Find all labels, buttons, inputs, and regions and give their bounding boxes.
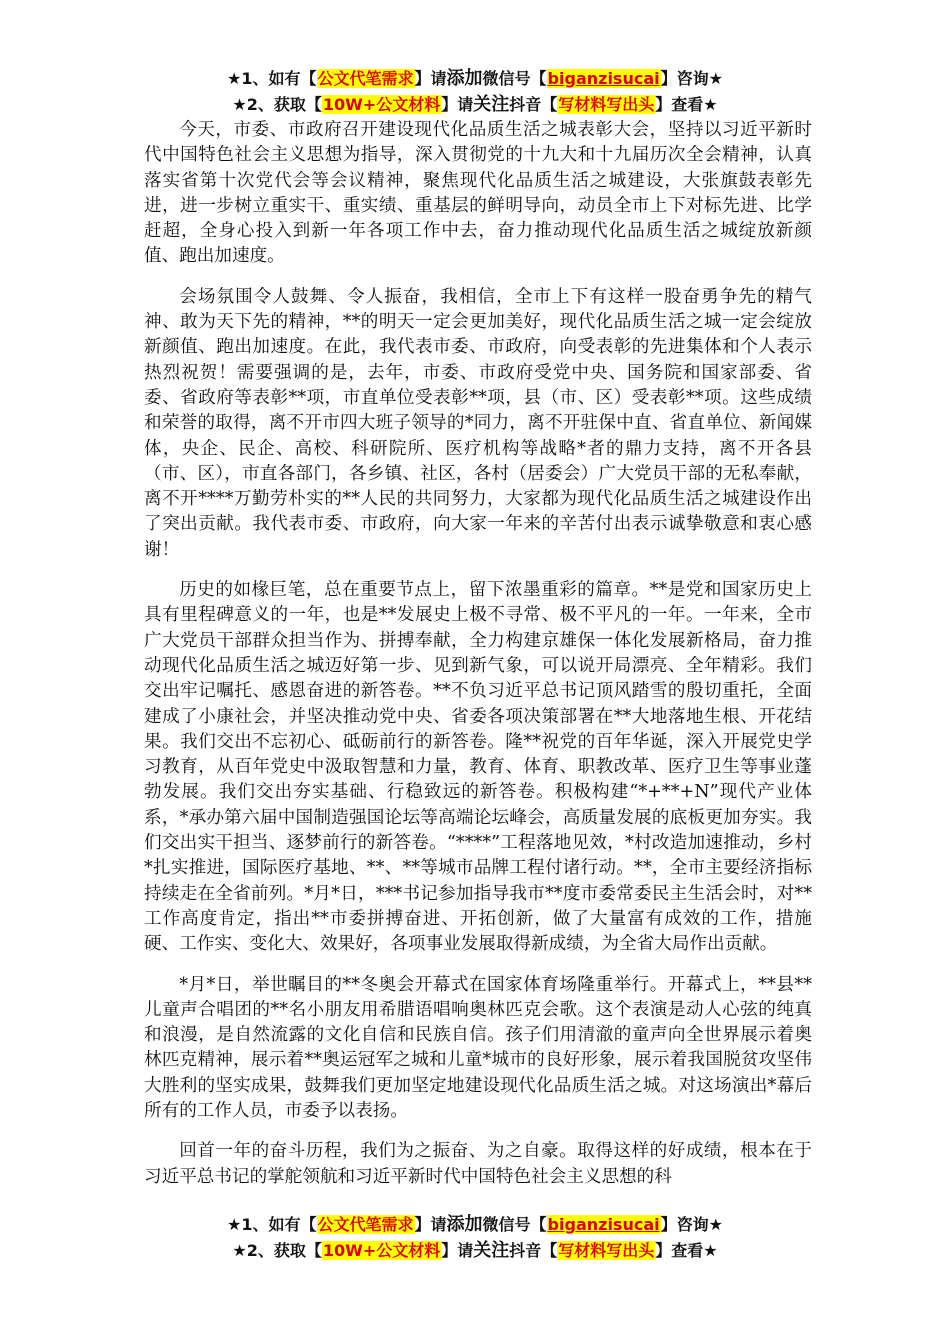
banner-line-2 [0, 92, 950, 118]
banner-text: ★1、如有【 [227, 69, 317, 88]
banner-line-1 [0, 66, 950, 92]
highlight-service: 公文代笔需求 [317, 1215, 414, 1234]
highlight-materials: 10W+公文材料 [322, 1241, 441, 1260]
banner-text: 】查看★ [655, 1241, 718, 1260]
highlight-douyin-account: 写材料写出头 [558, 1241, 655, 1260]
paragraph: 会场氛围令人鼓舞、令人振奋，我相信，全市上下有这样一股奋勇争先的精气神、敢为天下先的精神，**的明天一定会更加美好，现代化品质生活之城一定会绽放新颜值、跑出加速度。在此，我代表市委、市政府，向受表彰的先进集体和个人表示热烈祝贺！需要强调的是，去年，市委、市政府受党中央、国务院和国家部委、省委、省政府等表彰**项，市直单位受表彰**项，县（市、区）受表彰**项。这些成绩和荣誉的取得，离不开市四大班子领导的*同力，离不开驻保中直、省直单位、新闻媒体，央企、民企、高校、科研院所、医疗机构等战略*者的鼎力支持，离不开各县（市、区），市直各部门，各乡镇、社区，各村（居委会）广大党员干部的无私奉献，离不开****万勤劳朴实的**人民的共同努力，大家都为现代化品质生活之城建设作出了突出贡献。我代表市委、市政府，向大家一年来的辛苦付出表示诚挚敬意和衷心感谢！ [144, 286, 812, 560]
banner-line-1 [0, 1212, 950, 1238]
banner-text: ★2、获取【 [232, 95, 322, 114]
banner-line-2 [0, 1238, 950, 1264]
paragraph: *月*日，举世瞩目的**冬奥会开幕式在国家体育场隆重举行。开幕式上，**县**儿童声合唱团的**名小朋友用希腊语唱响奥林匹克会歌。这个表演是动人心弦的纯真和浪漫，是自然流露的文化自信和民族自信。孩子们用清澈的童声向全世界展示着奥林匹克精神，展示着**奥运冠军之城和儿童*城市的良好形象，展示着我国脱贫攻坚伟大胜利的坚实成果，鼓舞我们更加坚定地建设现代化品质生活之城。对这场演出*幕后所有的工作人员，市委予以表扬。 [144, 974, 812, 1121]
banner-text: 抖音【 [509, 1241, 558, 1260]
banner-text: 】咨询★ [660, 1215, 723, 1234]
banner-text: 】请 [414, 69, 447, 88]
header-banner [0, 66, 950, 118]
paragraph: 今天，市委、市政府召开建设现代化品质生活之城表彰大会，坚持以习近平新时代中国特色社会主义思想为指导，深入贯彻党的十九大和十九届历次全会精神，认真落实省第十次党代会等会议精神，聚焦现代化品质生活之城建设，大张旗鼓表彰先进，进一步树立重实干、重实绩、重基层的鲜明导向，动员全市上下对标先进、比学赶超，全身心投入到新一年各项工作中去，奋力推动现代化品质生活之城绽放新颜值、跑出加速度。 [144, 120, 812, 267]
banner-text: 微信号【 [482, 69, 547, 88]
banner-text: 】请 [441, 95, 474, 114]
paragraph: 回首一年的奋斗历程，我们为之振奋、为之自豪。取得这样的好成绩，根本在于习近平总书记的掌舵领航和习近平新时代中国特色社会主义思想的科 [144, 1141, 812, 1187]
footer-banner [0, 1212, 950, 1264]
banner-text: 】请 [441, 1241, 474, 1260]
document-body [144, 118, 812, 1205]
banner-text: 】查看★ [655, 95, 718, 114]
highlight-service: 公文代笔需求 [317, 69, 414, 88]
banner-text: ★1、如有【 [227, 1215, 317, 1234]
highlight-materials: 10W+公文材料 [322, 95, 441, 114]
highlight-wechat-id: biganzisucai [547, 69, 660, 88]
banner-text: 】咨询★ [660, 69, 723, 88]
banner-text: 抖音【 [509, 95, 558, 114]
banner-text: 】请 [414, 1215, 447, 1234]
banner-text: ★2、获取【 [232, 1241, 322, 1260]
banner-keyword: 添加 [446, 1214, 483, 1235]
banner-keyword: 添加 [446, 68, 483, 89]
highlight-wechat-id: biganzisucai [547, 1215, 660, 1234]
banner-keyword: 关注 [473, 1240, 510, 1261]
banner-text: 微信号【 [482, 1215, 547, 1234]
paragraph: 历史的如椽巨笔，总在重要节点上，留下浓墨重彩的篇章。**是党和国家历史上具有里程碑意义的一年，也是**发展史上极不寻常、极不平凡的一年。一年来，全市广大党员干部群众担当作为、拼搏奉献，全力构建京雄保一体化发展新格局，奋力推动现代化品质生活之城迈好第一步、见到新气象，可以说开局漂亮、全年精彩。我们交出牢记嘱托、感恩奋进的新答卷。**不负习近平总书记顶风踏雪的殷切重托，全面建成了小康社会，并坚决推动党中央、省委各项决策部署在**大地落地生根、开花结果。我们交出不忘初心、砥砺前行的新答卷。隆**祝党的百年华诞，深入开展党史学习教育，从百年党史中汲取智慧和力量，教育、体育、职教改革、医疗卫生等事业蓬勃发展。我们交出夯实基础、行稳致远的新答卷。积极构建“*+**+N”现代产业体系，*承办第六届中国制造强国论坛等高端论坛峰会，高质量发展的底板更加夯实。我们交出实干担当、逐梦前行的新答卷。“****”工程落地见效，*村改造加速推动，乡村*扎实推进，国际医疗基地、**、**等城市品牌工程付诸行动。**，全市主要经济指标持续走在全省前列。*月*日，***书记参加指导我市**度市委常委民主生活会时，对**工作高度肯定，指出**市委拼搏奋进、开拓创新，做了大量富有成效的工作，措施硬、工作实、变化大、效果好，各项事业发展取得新成绩，为全省大局作出贡献。 [144, 580, 812, 955]
banner-keyword: 关注 [473, 94, 510, 115]
highlight-douyin-account: 写材料写出头 [558, 95, 655, 114]
